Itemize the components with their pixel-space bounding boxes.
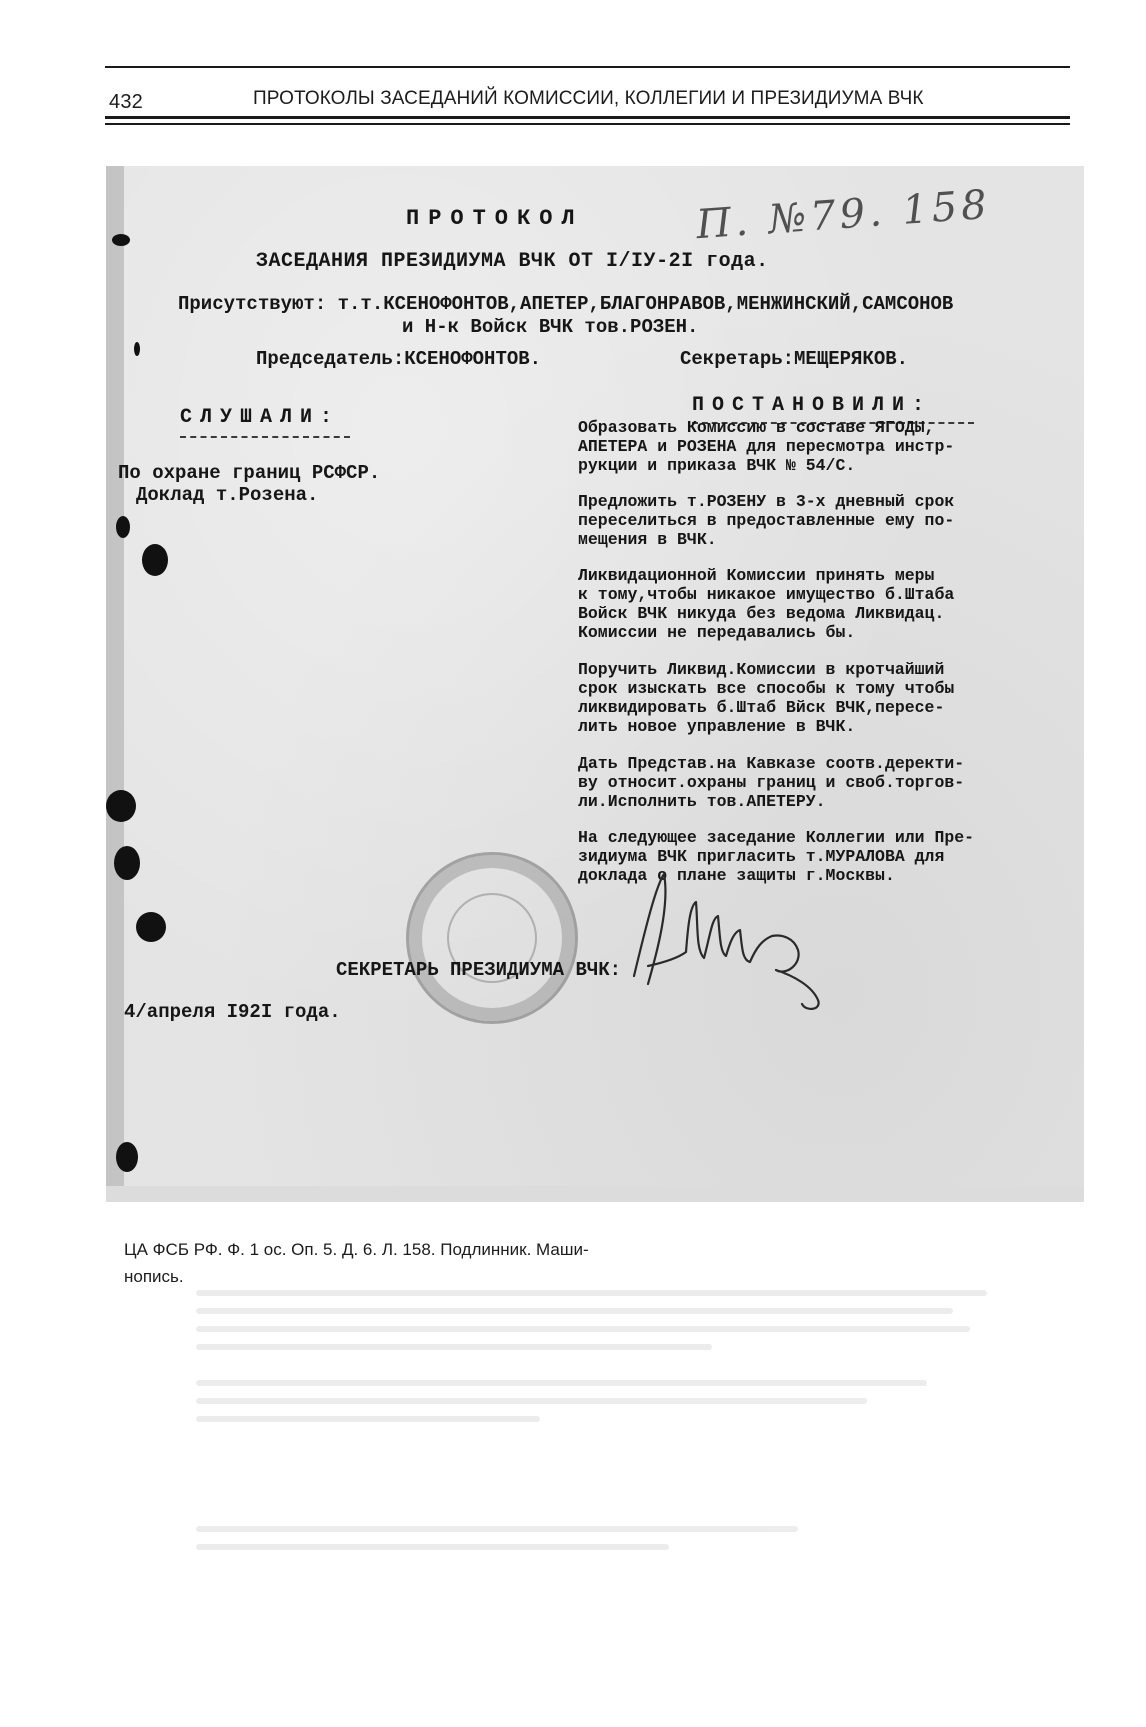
scan-paper-edge xyxy=(106,166,124,1202)
header-top-rule xyxy=(105,66,1070,68)
decision-line: переселиться в предоставленные ему по- xyxy=(578,511,955,530)
decision-line: На следующее заседание Коллегии или Пре- xyxy=(578,828,975,847)
punch-hole xyxy=(136,912,166,942)
punch-hole xyxy=(106,790,136,822)
source-caption: ЦА ФСБ РФ. Ф. 1 ос. Оп. 5. Д. 6. Л. 158. Подлинник. Маши- нопись. xyxy=(124,1240,589,1286)
document-scan xyxy=(106,166,1084,1202)
decision-line: ликвидировать б.Штаб Вйск ВЧК,пересе- xyxy=(578,698,945,717)
protocol-subtitle: ЗАСЕДАНИЯ ПРЕЗИДИУМА ВЧК ОТ I/IУ-2I года. xyxy=(256,250,769,273)
decision-line: доклада о плане защиты г.Москвы. xyxy=(578,866,895,885)
attendees-line-2: и Н-к Войск ВЧК тов.РОЗЕН. xyxy=(402,316,699,338)
decision-line: Поручить Ликвид.Комиссии в кротчайший xyxy=(578,660,945,679)
decision-line: зидиума ВЧК пригласить т.МУРАЛОВА для xyxy=(578,847,945,866)
header-bottom-rule xyxy=(105,116,1070,119)
decision-line: Предложить т.РОЗЕНУ в 3-х дневный срок xyxy=(578,492,955,511)
scan-paper-edge-bottom xyxy=(106,1186,1084,1202)
decision-line: к тому,чтобы никакое имущество б.Штаба xyxy=(578,585,955,604)
protocol-title: ПРОТОКОЛ xyxy=(406,206,584,231)
secretary-line: Секретарь:МЕЩЕРЯКОВ. xyxy=(680,348,909,370)
header-bottom-rule-thin xyxy=(105,123,1070,125)
decided-heading: ПОСТАНОВИЛИ: xyxy=(692,394,933,417)
punch-hole xyxy=(112,234,130,246)
decision-line: Войск ВЧК никуда без ведома Ликвидац. xyxy=(578,604,945,623)
punch-hole xyxy=(134,342,140,356)
heard-item-line: По охране границ РСФСР. xyxy=(118,462,381,484)
decision-item xyxy=(578,492,1074,549)
heard-heading: СЛУШАЛИ: xyxy=(180,406,341,429)
punch-hole xyxy=(116,516,130,538)
decision-line: АПЕТЕРА и РОЗЕНА для пересмотра инстр- xyxy=(578,437,955,456)
punch-hole xyxy=(114,846,140,880)
page-header xyxy=(105,66,1070,136)
decision-line: Комиссии не передавались бы. xyxy=(578,623,856,642)
decision-line: Образовать Комиссию в составе ЯГОДЫ, xyxy=(578,418,935,437)
running-title: ПРОТОКОЛЫ ЗАСЕДАНИЙ КОМИССИИ, КОЛЛЕГИИ И ПРЕЗИДИУМА ВЧК xyxy=(253,88,924,109)
page-number: 432 xyxy=(109,91,143,113)
decision-line: Дать Представ.на Кавказе соотв.деректи- xyxy=(578,754,965,773)
decision-line: ву относит.охраны границ и своб.торгов- xyxy=(578,773,965,792)
heard-heading-underline xyxy=(180,436,350,438)
punch-hole xyxy=(142,544,168,576)
handwritten-signature xyxy=(626,866,856,1016)
punch-hole xyxy=(116,1142,138,1172)
decision-item xyxy=(578,418,1074,475)
decision-item xyxy=(578,754,1074,811)
chairman-line: Председатель:КСЕНОФОНТОВ. xyxy=(256,348,542,370)
attendees-line-1: Присутствуют: т.т.КСЕНОФОНТОВ,АПЕТЕР,БЛАГОНРАВОВ,МЕНЖИНСКИЙ,САМСОНОВ xyxy=(178,293,954,315)
official-stamp xyxy=(406,852,578,1024)
heard-item-line: Доклад т.Розена. xyxy=(136,484,319,506)
decision-line: рукции и приказа ВЧК № 54/С. xyxy=(578,456,856,475)
page-show-through xyxy=(196,1290,1056,1670)
decision-line: Ликвидационной Комиссии принять меры xyxy=(578,566,935,585)
signatory-line: СЕКРЕТАРЬ ПРЕЗИДИУМА ВЧК: xyxy=(336,959,622,981)
decision-line: срок изыскать все способы к тому чтобы xyxy=(578,679,955,698)
decision-line: лить новое управление в ВЧК. xyxy=(578,717,856,736)
handwritten-reference: П. №79. 158 xyxy=(694,181,993,249)
decision-line: ли.Исполнить тов.АПЕТЕРУ. xyxy=(578,792,826,811)
decision-item xyxy=(578,566,1074,642)
decision-line: мещения в ВЧК. xyxy=(578,530,717,549)
document-date: 4/апреля I92I года. xyxy=(124,1001,341,1023)
decision-item xyxy=(578,660,1074,736)
